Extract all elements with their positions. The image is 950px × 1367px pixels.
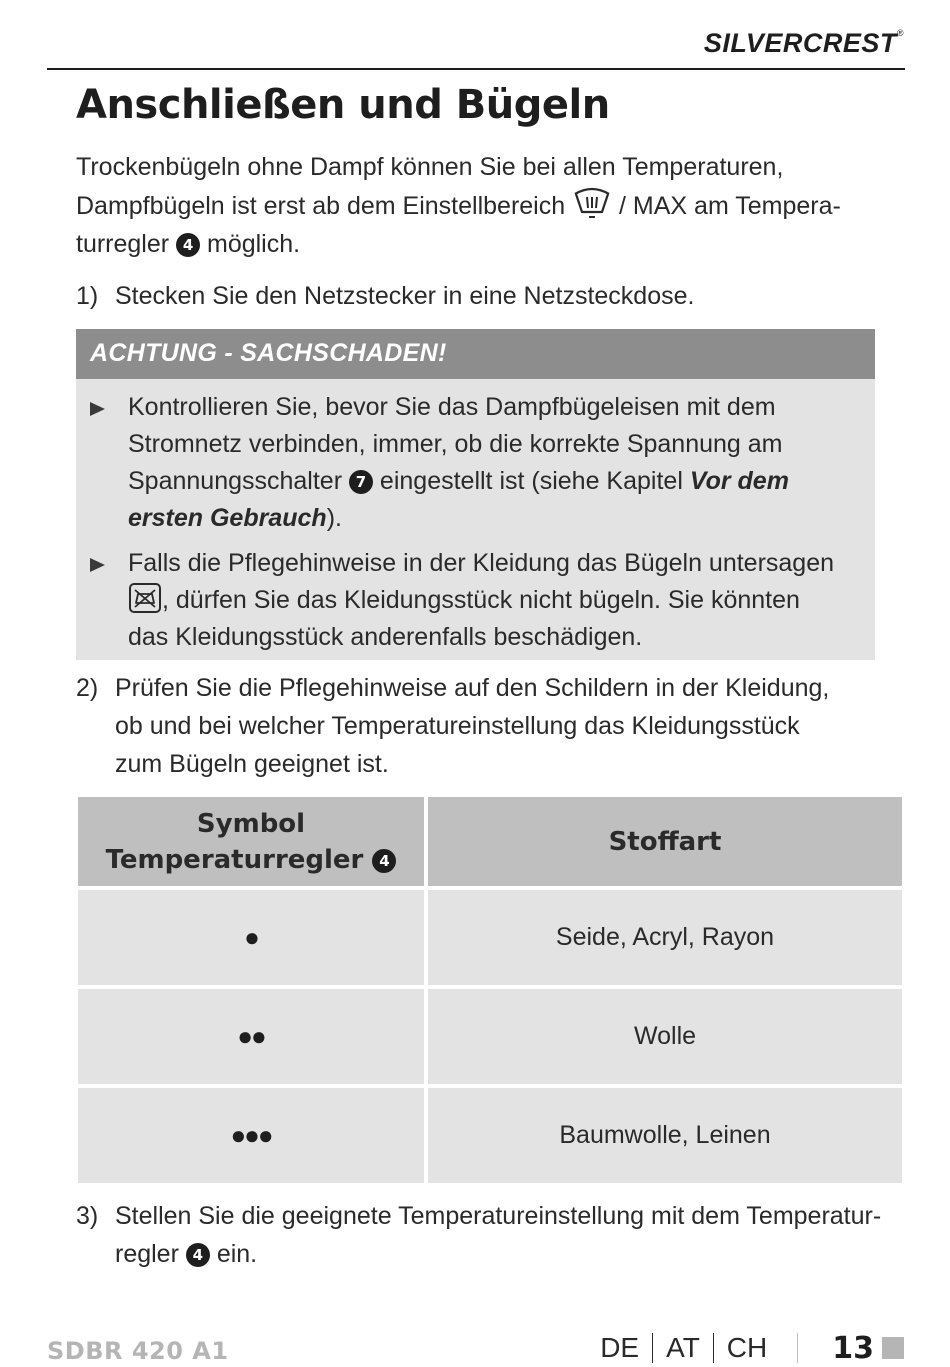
step-text: Stecken Sie den Netzstecker in eine Netzsteckdose. bbox=[115, 282, 695, 310]
table-cell-fabric: Wolle bbox=[428, 989, 902, 1084]
step-number: 1) bbox=[76, 282, 99, 310]
page-marker bbox=[882, 1337, 904, 1359]
temperature-dial-ref-badge: 4 bbox=[186, 1243, 210, 1267]
footer-model-number: SDBR 420 A1 bbox=[47, 1337, 229, 1365]
temperature-dial-ref-badge: 4 bbox=[372, 849, 396, 873]
page-title: Anschließen und Bügeln bbox=[76, 82, 610, 128]
brand-logo: SILVERCREST® bbox=[703, 28, 904, 58]
table-header-fabric: Stoffart bbox=[428, 797, 902, 886]
step-2: 2) Prüfen Sie die Pflegehinweise auf den Schildern in der Kleidung, ob und bei welcher Temperatureinstellung das Kleidungsstück zum Bügeln geeignet ist. bbox=[76, 669, 886, 783]
header-rule bbox=[47, 68, 905, 70]
table-cell-fabric: Baumwolle, Leinen bbox=[428, 1088, 902, 1183]
footer-page-info bbox=[600, 1330, 904, 1366]
step-number: 3) bbox=[76, 1202, 99, 1230]
country-code: AT bbox=[666, 1332, 700, 1363]
table-cell-symbol: ●●● bbox=[78, 1088, 424, 1183]
table-cell-symbol: ●● bbox=[78, 989, 424, 1084]
table-cell-symbol: ● bbox=[78, 890, 424, 985]
warning-box: ACHTUNG - SACHSCHADEN! Kontrollieren Sie, bevor Sie das Dampfbügeleisen mit dem Stromnetz verbinden, immer, ob die korrekte Spannung am Spannungsschalter 7 eingestellt ist (siehe Kapitel Vor dem ersten Gebrauch). Falls die Pflegehinweise in der Kleidung das Bügeln untersagen , dürfen Sie das Kleidungsstück nicht bügeln. Sie könnten das Kleidungsstück anderenfalls beschädigen. bbox=[76, 329, 875, 660]
step-number: 2) bbox=[76, 674, 99, 702]
voltage-switch-ref-badge: 7 bbox=[349, 470, 373, 494]
bullet-arrow-icon bbox=[90, 402, 105, 416]
steam-setting-icon bbox=[572, 186, 612, 220]
temperature-dial-ref-badge: 4 bbox=[176, 233, 200, 257]
bullet-arrow-icon bbox=[90, 558, 105, 572]
divider bbox=[652, 1333, 653, 1363]
warning-header bbox=[76, 329, 875, 379]
warning-title: ACHTUNG - SACHSCHADEN! bbox=[90, 339, 447, 367]
country-code: DE bbox=[600, 1332, 640, 1363]
table-cell-fabric: Seide, Acryl, Rayon bbox=[428, 890, 902, 985]
country-code: CH bbox=[726, 1332, 768, 1363]
do-not-iron-icon bbox=[128, 582, 162, 614]
table-header-symbol: Symbol Temperaturregler 4 bbox=[78, 797, 424, 886]
step-3: 3) Stellen Sie die geeignete Temperatureinstellung mit dem Temperatur- regler 4 ein. bbox=[76, 1197, 886, 1273]
divider bbox=[797, 1333, 798, 1363]
step-1 bbox=[76, 277, 886, 315]
intro-paragraph: Trockenbügeln ohne Dampf können Sie bei allen Temperaturen, Dampfbügeln ist erst ab dem Einstellbereich / MAX am Tempera- turregler 4 möglich. bbox=[76, 153, 841, 258]
page-number: 13 bbox=[832, 1330, 874, 1366]
divider bbox=[713, 1333, 714, 1363]
